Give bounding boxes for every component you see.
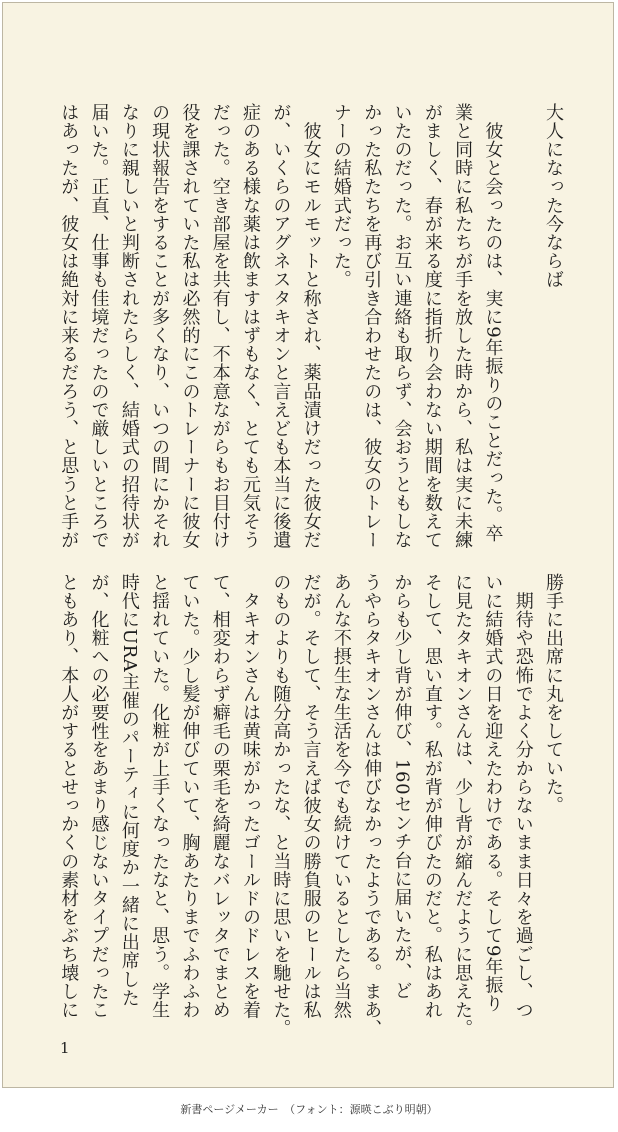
text-column: うやらタキオンさんは伸びなかったようである。まあ、 <box>361 573 383 1038</box>
text-column: ともあり、本人がするとせっかくの素材をぶち壊しに <box>58 573 80 1020</box>
text-column: 役を課されていた私は必然的にこのトレーナーに彼女 <box>179 103 201 550</box>
text-column: いたのだった。お互い連絡も取らず、会おうともしな <box>391 103 413 550</box>
text-column: はあったが、彼女は絶対に来るだろう、と思うと手が <box>58 103 80 550</box>
text-column: タキオンさんは黄味がかったゴールドのドレスを着 <box>240 573 262 1020</box>
text-column: 症のある様な薬は飲ますはずもなく、とても元気そう <box>240 103 262 550</box>
text-column: ナーの結婚式だった。 <box>330 103 352 289</box>
text-column: だった。空き部屋を共有し、不本意ながらもお目付け <box>209 103 231 550</box>
lower-text-block <box>53 573 568 1038</box>
text-column <box>507 103 537 553</box>
page-number: 1 <box>60 1039 70 1057</box>
text-column: そして、思い直す。私が背が伸びたのだと。私はあれ <box>421 573 443 1020</box>
text-column: が、化粧への必要性をあまり感じないタイプだったこ <box>88 573 110 1020</box>
text-column: だが。そして、そう言えば彼女の勝負服のヒールは私 <box>300 573 322 1020</box>
text-column: 彼女と会ったのは、実に9年振りのことだった。卒 <box>482 103 504 543</box>
text-column: が、いくらのアグネスタキオンと言えども本当に後遺 <box>270 103 292 550</box>
text-column: かった私たちを再び引き合わせたのは、彼女のトレー <box>361 103 383 550</box>
text-column: 業と同時に私たちが手を放した時から、私は実に未練 <box>452 103 474 550</box>
text-column: なりに親しいと判断されたらしく、結婚式の招待状が <box>118 103 140 550</box>
text-column: の現状報告をすることが多くなり、いつの間にかそれ <box>149 103 171 550</box>
text-column: あんな不摂生な生活を今でも続けているとしたら当然 <box>330 573 352 1020</box>
text-column: ていた。少し髪が伸びていて、胸あたりまでふわふわ <box>179 573 201 1020</box>
text-column: 勝手に出席に丸をしていた。 <box>543 573 564 815</box>
text-column: からも少し背が伸び、160センチ台に届いたが、ど <box>391 573 413 1000</box>
page-maker-caption: 新書ページメーカー （フォント：源暎こぶり明朝） <box>180 1103 438 1116</box>
text-column: 時代にURA主催のパーティに何度か一緒に出席した <box>118 573 140 1008</box>
text-column: いに結婚式の日を迎えたわけである。そして9年振り <box>482 573 504 1013</box>
text-column: のものよりも随分高かったな、と当時に思いを馳せた。 <box>270 573 292 1038</box>
text-column: 届いた。正直、仕事も佳境だったので厳しいところで <box>88 103 110 550</box>
text-column: 期待や恐怖でよく分からないまま日々を過ごし、つ <box>512 573 534 1020</box>
book-page <box>2 2 614 1088</box>
text-column: 大人になった今ならば <box>543 103 564 289</box>
text-column: と揺れていた。化粧が上手くなったなと、思う。学生 <box>149 573 171 1020</box>
text-column: て、相変わらず癖毛の栗毛を綺麗なバレッタでまとめ <box>209 573 231 1020</box>
text-column: がましく、春が来る度に指折り会わない期間を数えて <box>421 103 443 550</box>
upper-text-block <box>53 103 568 553</box>
text-column: 彼女にモルモットと称され、薬品漬けだった彼女だ <box>300 103 322 550</box>
text-column: に見たタキオンさんは、少し背が縮んだように思えた。 <box>452 573 474 1038</box>
